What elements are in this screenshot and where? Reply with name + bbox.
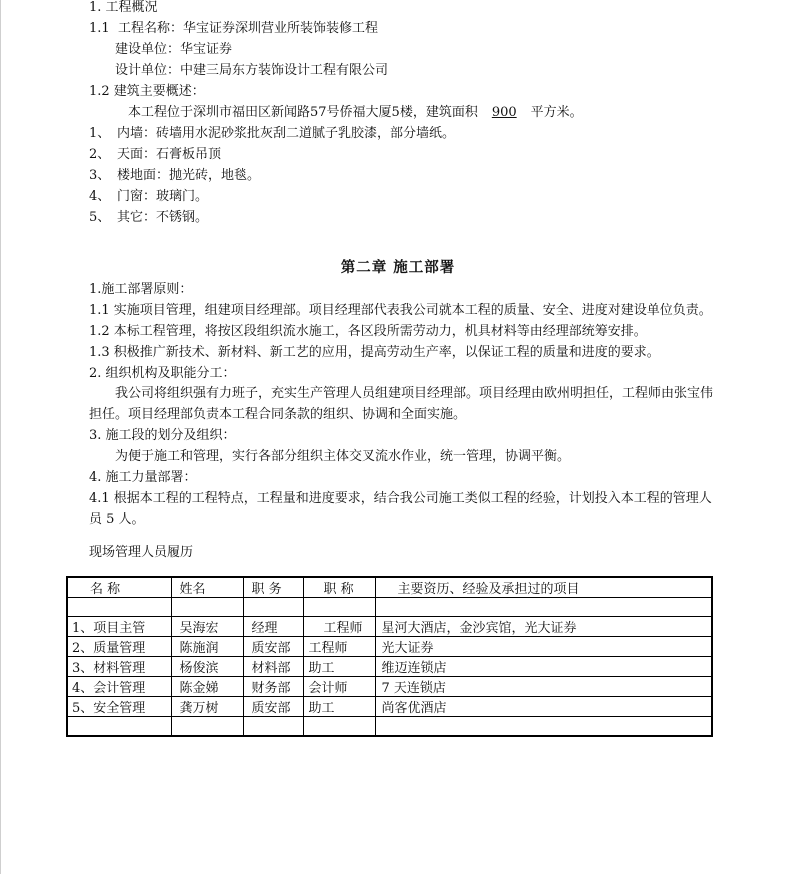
table-caption: 现场管理人员履历	[89, 545, 194, 560]
list-item	[89, 168, 260, 184]
table-cell: 尚客优酒店	[375, 697, 712, 717]
paragraph: 担任。项目经理部负责本工程合同条款的组织、协调和全面实施。	[89, 407, 467, 422]
overview-pre: 本工程位于深圳市福田区新闻路57号侨福大厦5楼，建筑面积	[128, 105, 478, 120]
paragraph: 为便于施工和管理，实行各部分组织主体交叉流水作业，统一管理，协调平衡。	[115, 449, 571, 464]
paragraph: 1.2 本标工程管理，将按区段组织流水施工，各区段所需劳动力，机具材料等由经理部统筹安排。	[89, 324, 647, 339]
table-cell: 陈金娣	[171, 677, 243, 697]
table-cell: 2、质量管理	[67, 637, 171, 657]
org-heading: 2. 组织机构及职能分工：	[89, 366, 236, 381]
table-cell: 4、会计管理	[67, 677, 171, 697]
table-cell: 龚万树	[171, 697, 243, 717]
project-name: 工程名称：华宝证券深圳营业所装饰装修工程	[117, 21, 378, 36]
list-text: 门窗：玻璃门。	[117, 189, 209, 204]
list-text: 其它：不锈钢。	[117, 210, 209, 225]
overview-heading: 1.2 建筑主要概述：	[89, 84, 205, 99]
table-row	[67, 617, 712, 637]
list-num: 5、	[89, 210, 111, 225]
table-cell: 质安部	[243, 637, 303, 657]
table-cell: 星河大酒店，金沙宾馆，光大证券	[375, 617, 712, 637]
table-cell: 助工	[303, 697, 375, 717]
list-text: 天面：石膏板吊顶	[117, 147, 222, 162]
table-cell: 5、安全管理	[67, 697, 171, 717]
paragraph: 员 5 人。	[89, 512, 145, 527]
paragraph: 我公司将组织强有力班子，充实生产管理人员组建项目经理部。项目经理由欧州明担任，工程师由张宝伟	[115, 386, 714, 401]
table-cell: 工程师	[303, 637, 375, 657]
table-row	[67, 637, 712, 657]
list-text: 楼地面：抛光砖，地毯。	[117, 168, 261, 183]
table-cell: 1、项目主管	[67, 617, 171, 637]
item-number: 1.1	[89, 21, 110, 36]
table-cell: 维迈连锁店	[375, 657, 712, 677]
build-unit: 建设单位：华宝证券	[115, 42, 233, 57]
chapter-title: 第二章 施工部署	[340, 260, 456, 276]
design-unit: 设计单位：中建三局东方装饰设计工程有限公司	[115, 63, 389, 78]
list-num: 2、	[89, 147, 111, 162]
table-cell: 材料部	[243, 657, 303, 677]
table-cell: 工程师	[303, 617, 375, 637]
header-cell: 姓名	[171, 577, 243, 598]
area-value: 900	[491, 105, 517, 120]
table-row	[67, 598, 712, 617]
table-cell: 财务部	[243, 677, 303, 697]
list-item	[89, 147, 221, 163]
staff-table	[66, 576, 713, 737]
list-num: 3、	[89, 168, 111, 183]
table-header-row	[67, 577, 712, 598]
list-text: 内墙：砖墙用水泥砂浆批灰刮二道腻子乳胶漆，部分墙纸。	[117, 126, 456, 141]
paragraph: 1.1 实施项目管理，组建项目经理部。项目经理部代表我公司就本工程的质量、安全、进度对建设单位负责。	[89, 303, 712, 318]
table-row	[67, 717, 712, 737]
table-cell: 会计师	[303, 677, 375, 697]
list-item	[89, 189, 208, 205]
table-cell: 助工	[303, 657, 375, 677]
principle-heading: 1.施工部署原则：	[89, 282, 193, 297]
table-cell: 质安部	[243, 697, 303, 717]
table-cell: 陈施润	[171, 637, 243, 657]
paragraph: 1.3 积极推广新技术、新材料、新工艺的应用，提高劳动生产率，以保证工程的质量和进度的要求。	[89, 345, 660, 360]
table-cell: 光大证券	[375, 637, 712, 657]
header-cell: 职 称	[303, 577, 375, 598]
list-num: 1、	[89, 126, 111, 141]
header-cell: 主要资历、经验及承担过的项目	[375, 577, 712, 598]
division-heading: 3. 施工段的划分及组织：	[89, 428, 236, 443]
table-cell: 3、材料管理	[67, 657, 171, 677]
list-item	[89, 210, 208, 226]
table-row	[67, 677, 712, 697]
overview-text	[128, 105, 583, 121]
table-cell: 杨俊滨	[171, 657, 243, 677]
force-heading: 4. 施工力量部署：	[89, 470, 197, 485]
table-cell: 经理	[243, 617, 303, 637]
list-num: 4、	[89, 189, 111, 204]
header-cell: 职 务	[243, 577, 303, 598]
header-cell: 名 称	[67, 577, 171, 598]
table-cell: 7 天连锁店	[375, 677, 712, 697]
table-row	[67, 697, 712, 717]
paragraph: 4.1 根据本工程的工程特点，工程量和进度要求，结合我公司施工类似工程的经验，计划投入本工程的管理人	[89, 491, 712, 506]
overview-post: 平方米。	[530, 105, 583, 120]
table-cell: 吴海宏	[171, 617, 243, 637]
section-title: 1. 工程概况	[89, 0, 158, 15]
project-name-line	[89, 21, 378, 37]
table-row	[67, 657, 712, 677]
list-item	[89, 126, 455, 142]
